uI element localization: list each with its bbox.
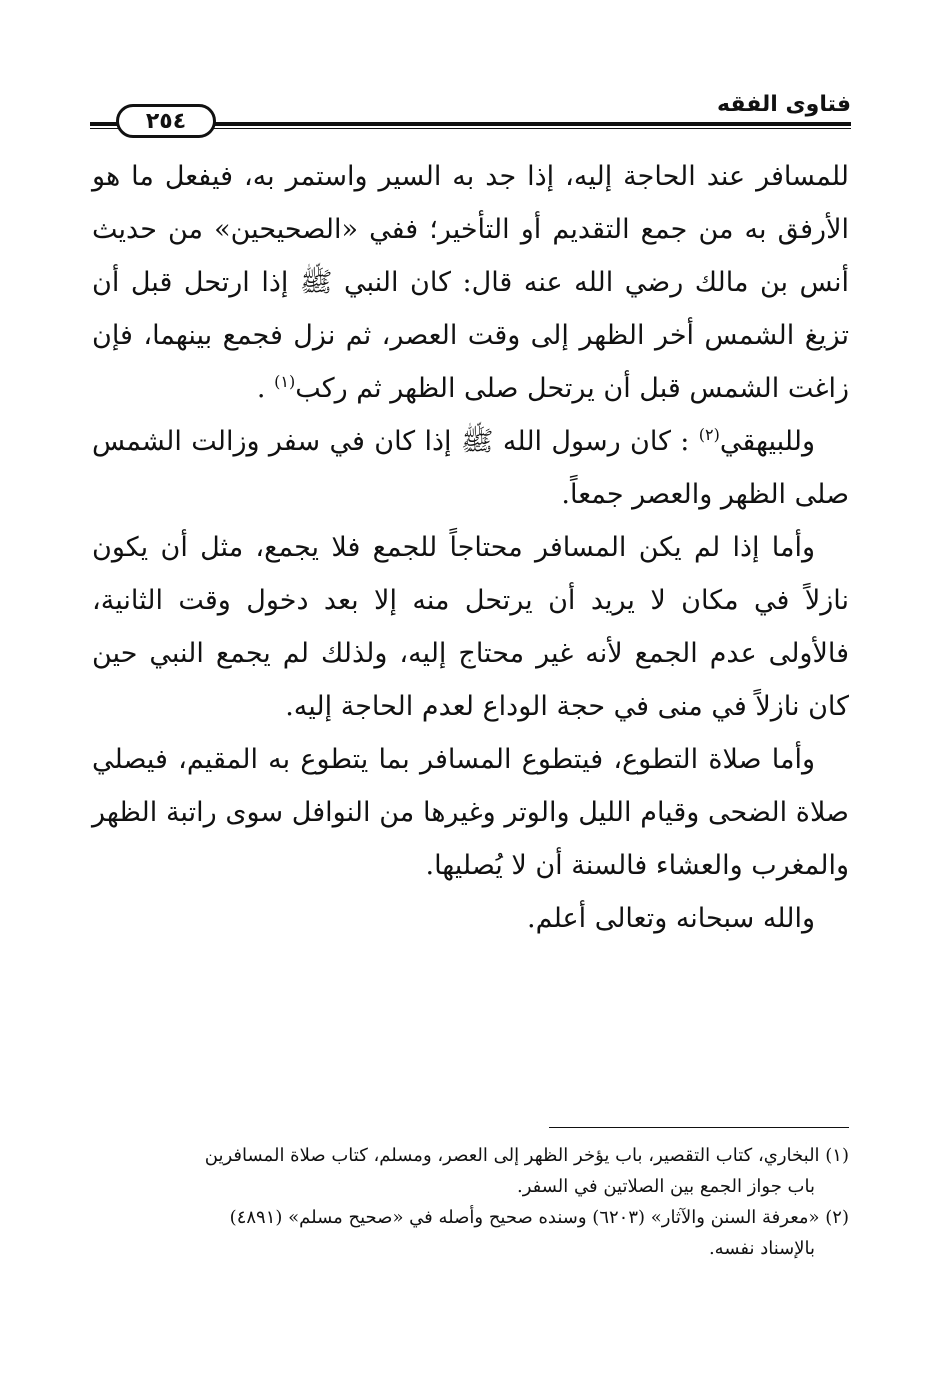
- paragraph-1-end: .: [256, 373, 266, 404]
- paragraph-1: [92, 150, 849, 415]
- page-header: [90, 78, 851, 134]
- footnotes: [92, 1140, 849, 1264]
- paragraph-2: [92, 415, 849, 521]
- main-text: [92, 150, 849, 945]
- paragraph-5: والله سبحانه وتعالى أعلم.: [527, 903, 815, 934]
- footnote-1: (١) البخاري، كتاب التقصير، باب يؤخر الظهر إلى العصر، ومسلم، كتاب صلاة المسافرين: [204, 1145, 849, 1166]
- footnote-1-continuation: باب جواز الجمع بين الصلاتين في السفر.: [516, 1176, 815, 1197]
- paragraph-4: وأما صلاة التطوع، فيتطوع المسافر بما يتطوع به المقيم، فيصلي صلاة الضحى وقيام الليل والوتر وغيرها من النوافل سوى راتبة الظهر والمغرب والعشاء فالسنة أن لا يُصليها.: [92, 744, 849, 881]
- footnote-2-continuation: بالإسناد نفسه.: [708, 1238, 815, 1259]
- paragraph-2-start: وللبيهقي: [719, 426, 815, 457]
- paragraph-3: وأما إذا لم يكن المسافر محتاجاً للجمع فلا يجمع، مثل أن يكون نازلاً في مكان لا يريد أن يرتحل منه إلا بعد دخول وقت الثانية، فالأولى عدم الجمع لأنه غير محتاج إليه، ولذلك لم يجمع النبي حين كان نازلاً في منى في حجة الوداع لعدم الحاجة إليه.: [92, 532, 849, 722]
- paragraph-2-text: : كان رسول الله ﷺ إذا كان في سفر وزالت الشمس صلى الظهر والعصر جمعاً.: [92, 426, 849, 510]
- footnote-separator: [549, 1127, 849, 1128]
- footnote-ref-1[interactable]: (١): [274, 372, 296, 391]
- footnote-ref-2[interactable]: (٢): [698, 425, 720, 444]
- paragraph-1-text: للمسافر عند الحاجة إليه، إذا جد به السير واستمر به، فيفعل ما هو الأرفق به من جمع التقديم أو التأخير؛ ففي «الصحيحين» من حديث أنس بن مالك رضي الله عنه قال: كان النبي ﷺ إذا ارتحل قبل أن تزيغ الشمس أخر الظهر إلى وقت العصر، ثم نزل فجمع بينهما، فإن زاغت الشمس قبل أن يرتحل صلى الظهر ثم ركب: [92, 161, 849, 404]
- book-title: فتاوى الفقه: [717, 92, 851, 117]
- page-number: ٢٥٤: [116, 104, 216, 138]
- footnote-2: (٢) «معرفة السنن والآثار» (٦٢٠٣) وسنده صحيح وأصله في «صحيح مسلم» (٤٨٩١): [229, 1207, 849, 1228]
